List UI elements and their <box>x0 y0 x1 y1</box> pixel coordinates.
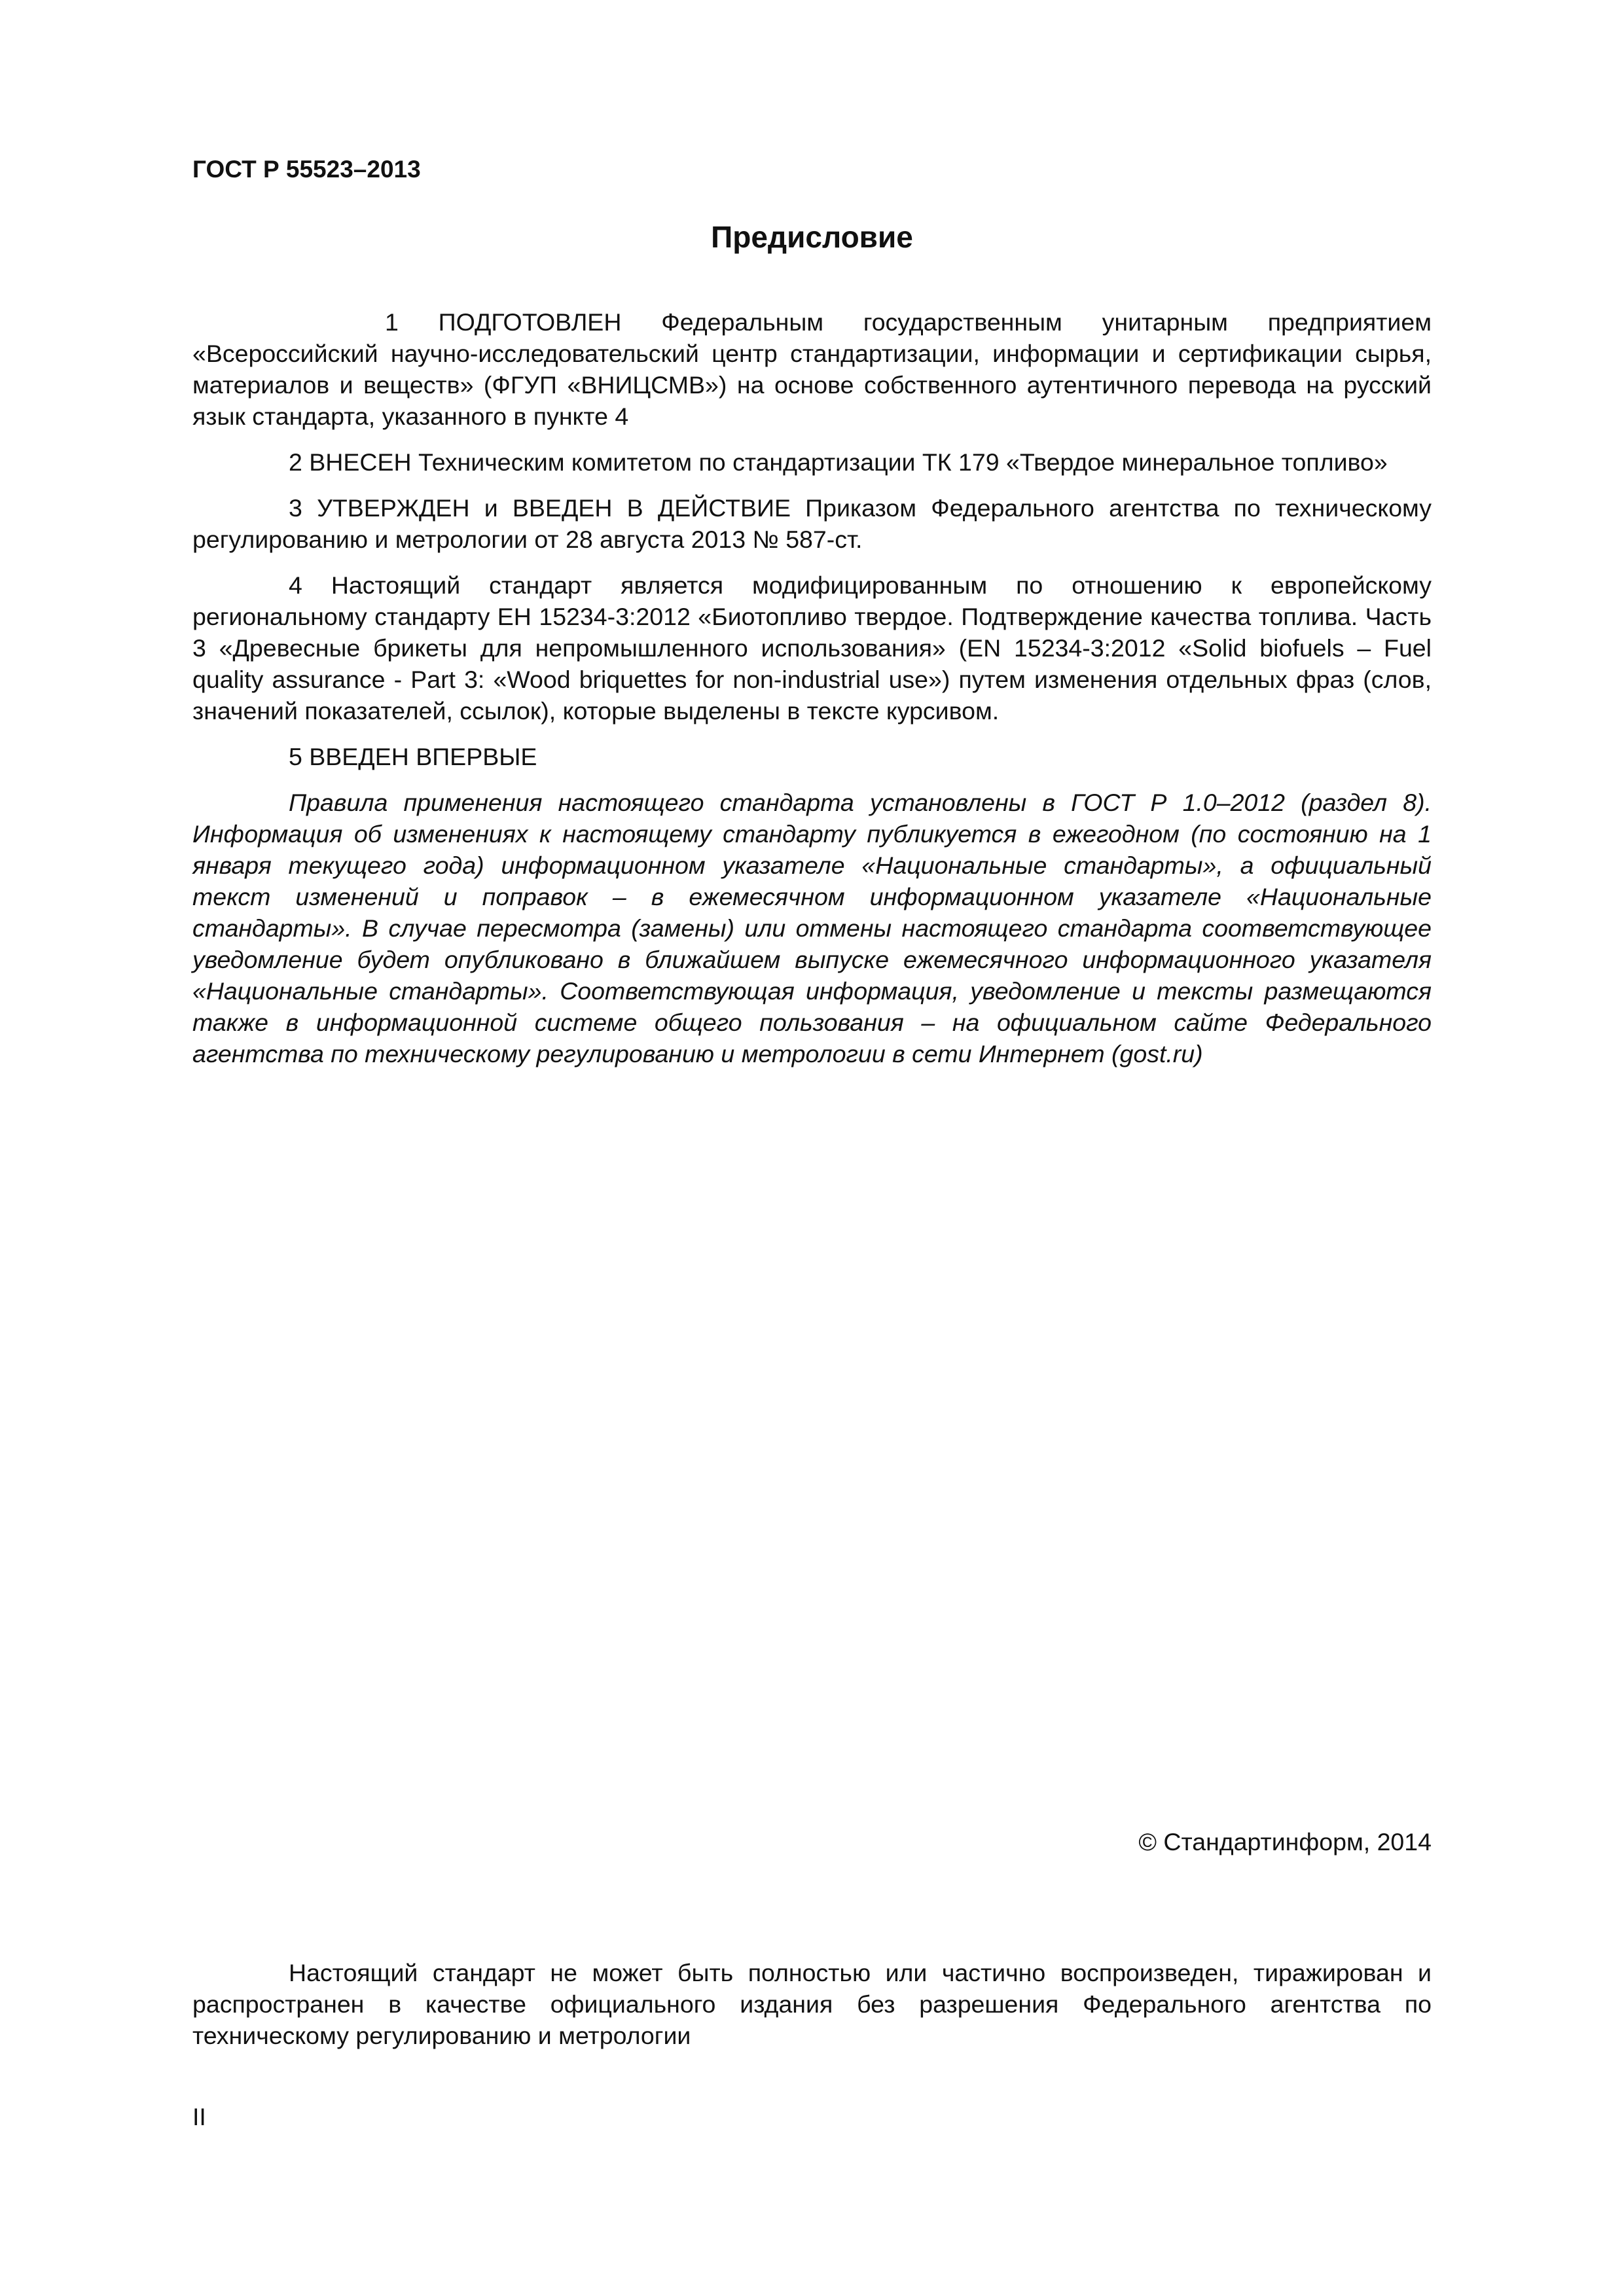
preface-body <box>192 306 1432 1069</box>
copyright-line: © Стандартинформ, 2014 <box>1138 1828 1432 1856</box>
page-number: II <box>192 2103 206 2130</box>
preface-item-3: 3 УТВЕРЖДЕН и ВВЕДЕН В ДЕЙСТВИЕ Приказом Федерального агентства по техническому регулированию и метрологии от 28 августа 2013 № 587-ст. <box>192 494 1432 553</box>
preface-item-5: 5 ВВЕДЕН ВПЕРВЫЕ <box>289 743 537 770</box>
preface-item-2: 2 ВНЕСЕН Техническим комитетом по стандартизации ТК 179 «Твердое минеральное топливо» <box>289 448 1388 476</box>
reproduction-notice: Настоящий стандарт не может быть полностью или частично воспроизведен, тиражирован и распространен в качестве официального издания без разрешения Федерального агентства по техническому регулированию и метрологии <box>192 1959 1432 2049</box>
page-title: Предисловие <box>711 220 913 254</box>
document-code: ГОСТ Р 55523–2013 <box>192 156 421 183</box>
application-rules-note: Правила применения настоящего стандарта установлены в ГОСТ Р 1.0–2012 (раздел 8). Информация об изменениях к настоящему стандарту публикуется в ежегодном (по состоянию на 1 января текущего года) информационном указателе «Национальные стандарты», а официальный текст изменений и поправок – в ежемесячном информационном указателе «Национальные стандарты». В случае пересмотра (замены) или отмены настоящего стандарта соответствующее уведомление будет опубликовано в ближайшем выпуске ежемесячного информационного указателя «Национальные стандарты». Соответствующая информация, уведомление и тексты размещаются также в информационной системе общего пользования – на официальном сайте Федерального агентства по техническому регулированию и метрологии в сети Интернет (gost.ru) <box>192 789 1432 1067</box>
preface-item-1: 1 ПОДГОТОВЛЕН Федеральным государственным унитарным предприятием «Всероссийский научно-исследовательский центр стандартизации, информации и сертификации сырья, материалов и веществ» (ФГУП «ВНИЦСМВ») на основе собственного аутентичного перевода на русский язык стандарта, указанного в пункте 4 <box>192 308 1432 430</box>
preface-item-4: 4 Настоящий стандарт является модифицированным по отношению к европейскому региональному стандарту ЕН 15234-3:2012 «Биотопливо твердое. Подтверждение качества топлива. Часть 3 «Древесные брикеты для непромышленного использования» (EN 15234-3:2012 «Solid biofuels – Fuel quality assurance - Part 3: «Wood briquettes for non-industrial use») путем изменения отдельных фраз (слов, значений показателей, ссылок), которые выделены в тексте курсивом. <box>192 571 1432 725</box>
